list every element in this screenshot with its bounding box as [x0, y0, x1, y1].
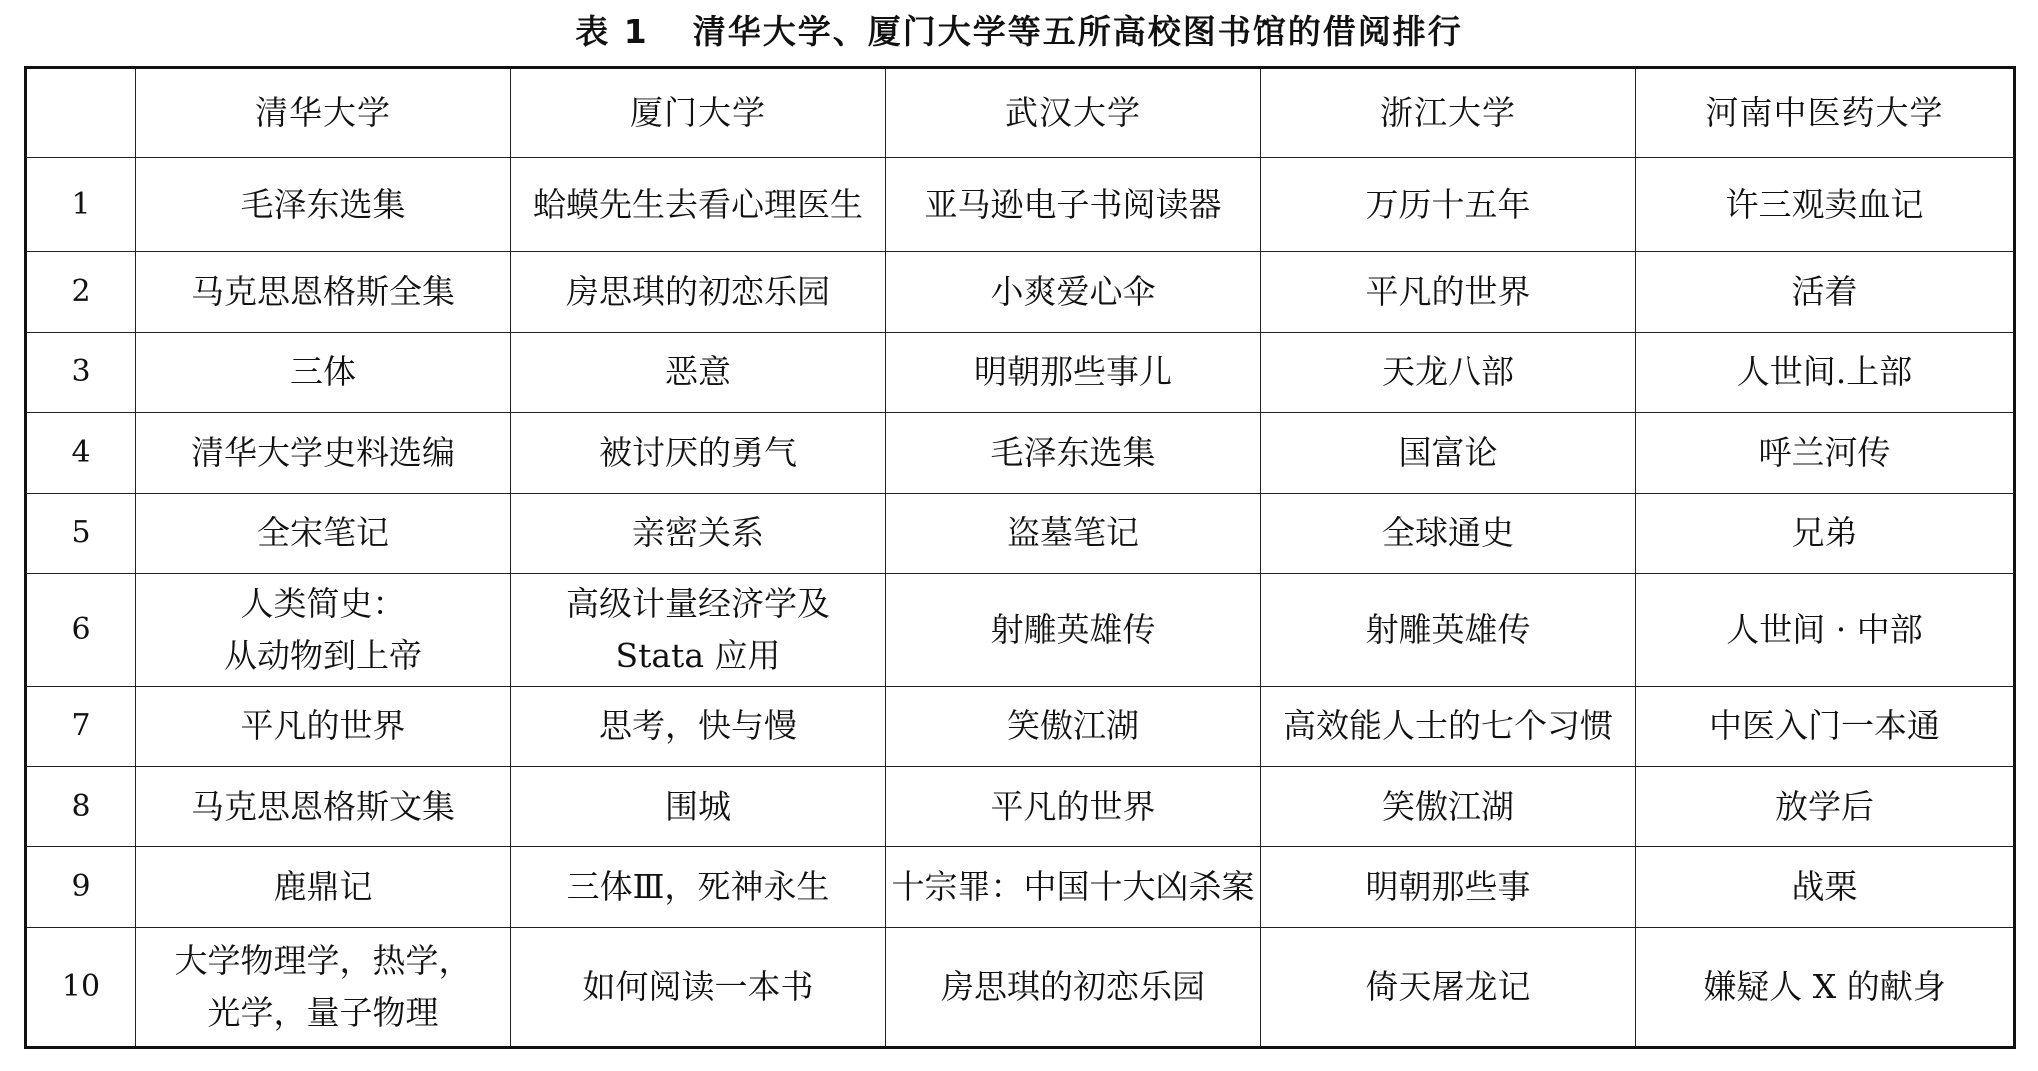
- book-title-cell: [1636, 686, 2015, 766]
- book-title-line: 房思琪的初恋乐园: [566, 272, 830, 312]
- header-school-wuhan: 武汉大学: [886, 68, 1261, 158]
- book-title-line: 亚马逊电子书阅读器: [924, 184, 1222, 224]
- book-title-line: 房思琪的初恋乐园: [941, 966, 1205, 1006]
- header-school-henan-tcm: 河南中医药大学: [1636, 68, 2015, 158]
- book-title-cell: [1261, 573, 1636, 686]
- book-title-line: 恶意: [665, 352, 731, 392]
- book-title-line: 射雕英雄传: [990, 609, 1156, 649]
- book-title-cell: [1636, 252, 2015, 332]
- rank-cell: 6: [26, 573, 136, 686]
- book-title-cell: [136, 493, 511, 573]
- book-title-cell: [886, 158, 1261, 252]
- book-title-cell: [886, 847, 1261, 927]
- rank-cell: 2: [26, 252, 136, 332]
- book-title-cell: [1261, 766, 1636, 846]
- table-row: [26, 158, 2015, 252]
- header-school-xiamen: 厦门大学: [511, 68, 886, 158]
- book-title-line: 笑傲江湖: [1382, 786, 1514, 826]
- book-title-cell: [1636, 493, 2015, 573]
- book-title-line: 人世间 · 中部: [1726, 609, 1923, 649]
- book-title-cell: [136, 927, 511, 1047]
- book-title-line: 射雕英雄传: [1365, 609, 1531, 649]
- book-title-cell: [511, 493, 886, 573]
- book-title-cell: [886, 573, 1261, 686]
- book-title-cell: [1261, 927, 1636, 1047]
- book-title-cell: [886, 252, 1261, 332]
- table-row: [26, 686, 2015, 766]
- book-title-line: 放学后: [1775, 786, 1874, 826]
- rank-cell: 4: [26, 413, 136, 493]
- book-title-cell: [1636, 332, 2015, 412]
- book-title-cell: [511, 158, 886, 252]
- book-title-line: 战栗: [1791, 867, 1858, 907]
- book-title-cell: [1261, 686, 1636, 766]
- book-title-line: 围城: [665, 786, 731, 826]
- book-title-line: 马克思恩格斯全集: [191, 272, 455, 312]
- table-row: [26, 847, 2015, 927]
- book-title-cell: [511, 847, 886, 927]
- book-title-cell: [1261, 493, 1636, 573]
- book-title-line: 明朝那些事儿: [974, 352, 1172, 392]
- book-title-cell: [1261, 413, 1636, 493]
- book-title-line: 盗墓笔记: [1007, 513, 1139, 553]
- book-title-line: 三体Ⅲ，死神永生: [566, 867, 830, 907]
- book-title-line: 笑傲江湖: [1007, 706, 1139, 746]
- book-title-cell: [136, 847, 511, 927]
- book-title-line: 毛泽东选集: [990, 432, 1156, 472]
- book-title-cell: [511, 332, 886, 412]
- book-title-line: 全宋笔记: [257, 513, 389, 553]
- book-title-line: 平凡的世界: [240, 706, 406, 746]
- table-row: [26, 493, 2015, 573]
- book-title-cell: [136, 158, 511, 252]
- book-title-line: 从动物到上帝: [224, 635, 422, 675]
- table-row: [26, 252, 2015, 332]
- book-title-line: 亲密关系: [632, 513, 764, 553]
- book-title-line: 鹿鼎记: [273, 867, 373, 907]
- table-row: [26, 573, 2015, 686]
- book-title-line: 如何阅读一本书: [582, 966, 814, 1006]
- book-title-line: 国富论: [1398, 432, 1498, 472]
- book-title-line: 万历十五年: [1365, 184, 1531, 224]
- book-title-cell: [511, 686, 886, 766]
- book-title-line: 马克思恩格斯文集: [191, 786, 455, 826]
- book-title-line: 毛泽东选集: [240, 184, 406, 224]
- book-title-cell: [886, 332, 1261, 412]
- book-title-line: 蛤蟆先生去看心理医生: [533, 184, 863, 224]
- header-school-zhejiang: 浙江大学: [1261, 68, 1636, 158]
- book-title-cell: [1261, 332, 1636, 412]
- rank-cell: 10: [26, 927, 136, 1047]
- book-title-cell: [136, 332, 511, 412]
- table-caption-title: 清华大学、厦门大学等五所高校图书馆的借阅排行: [692, 11, 1463, 51]
- table-row: [26, 766, 2015, 846]
- book-title-line: 明朝那些事: [1365, 867, 1531, 907]
- rank-cell: 9: [26, 847, 136, 927]
- book-title-cell: [136, 686, 511, 766]
- table-header-row: [26, 68, 2015, 158]
- table-body: [26, 158, 2015, 1048]
- book-title-cell: [511, 573, 886, 686]
- rank-cell: 1: [26, 158, 136, 252]
- book-title-cell: [511, 413, 886, 493]
- book-title-cell: [886, 686, 1261, 766]
- book-title-line: 光学，量子物理: [207, 992, 439, 1032]
- book-title-cell: [511, 766, 886, 846]
- book-title-line: 大学物理学，热学，: [174, 940, 472, 980]
- book-title-line: 平凡的世界: [990, 786, 1156, 826]
- book-title-line: 高级计量经济学及: [566, 583, 830, 623]
- table-caption-number: 表 1: [575, 11, 649, 51]
- table-caption: [0, 0, 2038, 58]
- book-title-cell: [136, 573, 511, 686]
- book-title-line: 思考，快与慢: [599, 706, 797, 746]
- book-title-cell: [886, 493, 1261, 573]
- book-title-line: 人世间.上部: [1736, 352, 1913, 392]
- book-title-line: 兄弟: [1791, 513, 1858, 553]
- book-title-cell: [511, 927, 886, 1047]
- book-title-cell: [136, 413, 511, 493]
- book-title-line: 中医入门一本通: [1709, 706, 1940, 746]
- book-title-cell: [511, 252, 886, 332]
- book-title-cell: [886, 413, 1261, 493]
- book-title-line: 被讨厌的勇气: [599, 432, 797, 472]
- book-title-line: 十宗罪：中国十大凶杀案: [891, 867, 1255, 907]
- book-title-line: 天龙八部: [1382, 352, 1514, 392]
- book-title-line: 许三观卖血记: [1725, 184, 1924, 224]
- book-title-cell: [886, 927, 1261, 1047]
- book-title-line: 人类简史：: [240, 583, 406, 623]
- book-title-cell: [1636, 927, 2015, 1047]
- book-title-cell: [1636, 413, 2015, 493]
- book-title-line: 嫌疑人 X 的献身: [1703, 966, 1946, 1006]
- book-title-cell: [136, 252, 511, 332]
- rank-cell: 8: [26, 766, 136, 846]
- book-title-line: 平凡的世界: [1365, 272, 1531, 312]
- book-title-cell: [886, 766, 1261, 846]
- book-title-cell: [1261, 847, 1636, 927]
- book-title-cell: [1636, 158, 2015, 252]
- borrowing-ranking-table: [24, 66, 2016, 1049]
- book-title-cell: [136, 766, 511, 846]
- header-corner-cell: [26, 68, 136, 158]
- book-title-line: 清华大学史料选编: [191, 432, 455, 472]
- book-title-cell: [1261, 252, 1636, 332]
- book-title-line: 高效能人士的七个习惯: [1283, 706, 1613, 746]
- book-title-cell: [1636, 573, 2015, 686]
- rank-cell: 7: [26, 686, 136, 766]
- header-school-tsinghua: 清华大学: [136, 68, 511, 158]
- table-row: [26, 413, 2015, 493]
- book-title-line: 活着: [1791, 272, 1858, 312]
- book-title-line: 呼兰河传: [1758, 432, 1891, 472]
- book-title-line: 倚天屠龙记: [1365, 966, 1531, 1006]
- rank-cell: 5: [26, 493, 136, 573]
- book-title-line: 三体: [290, 352, 356, 392]
- table-row: [26, 332, 2015, 412]
- book-title-line: 小爽爱心伞: [990, 272, 1156, 312]
- book-title-cell: [1636, 766, 2015, 846]
- book-title-line: 全球通史: [1382, 513, 1514, 553]
- book-title-cell: [1636, 847, 2015, 927]
- rank-cell: 3: [26, 332, 136, 412]
- book-title-line: Stata 应用: [615, 635, 781, 675]
- book-title-cell: [1261, 158, 1636, 252]
- table-row: [26, 927, 2015, 1047]
